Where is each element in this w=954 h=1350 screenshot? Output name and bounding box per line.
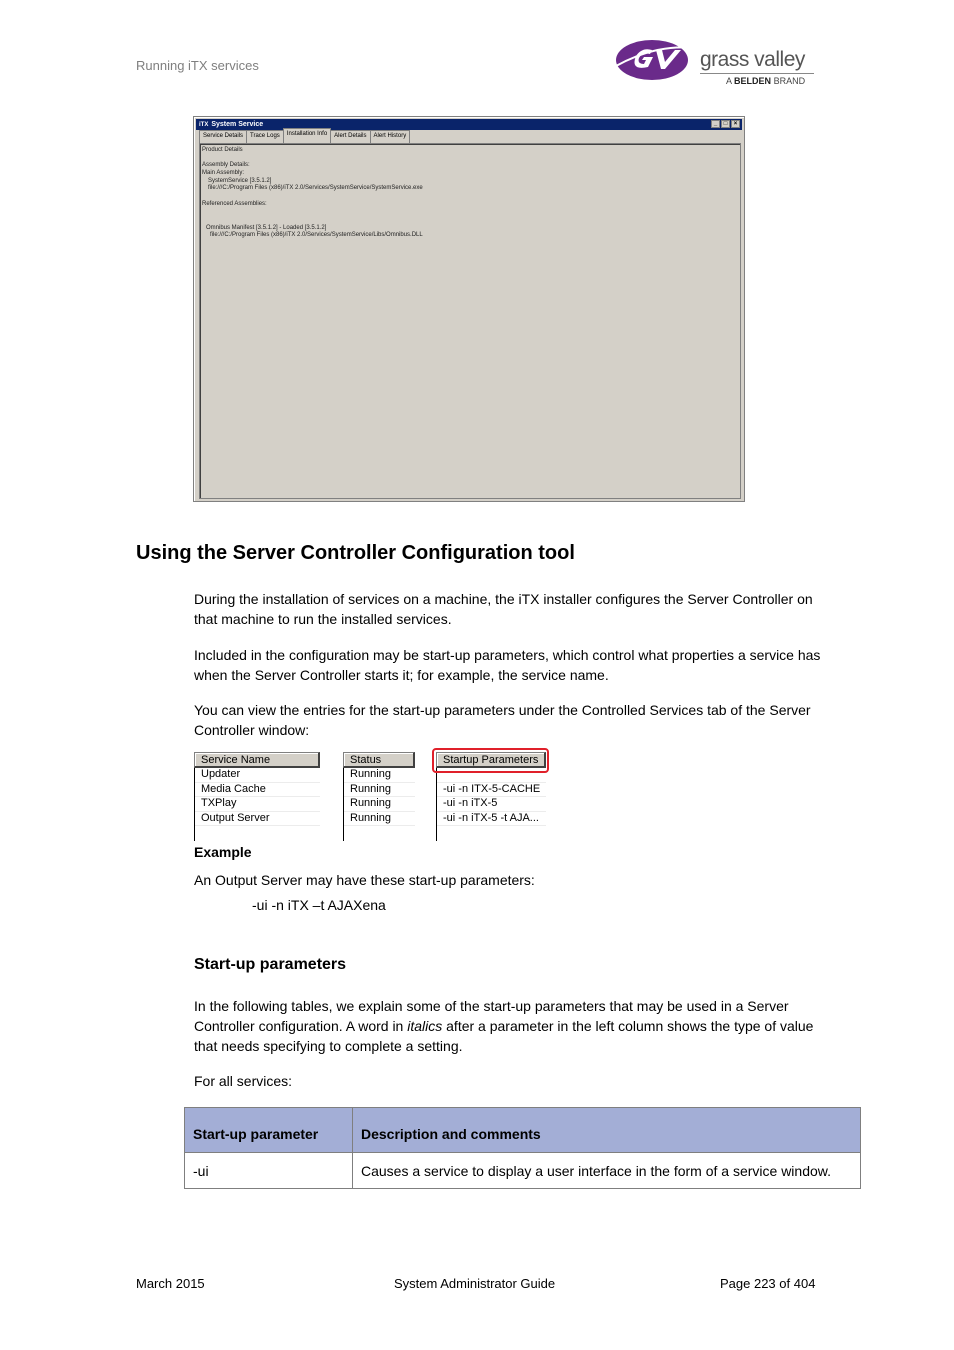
list-item: Running: [344, 768, 415, 783]
table-cell: Causes a service to display a user interface in the form of a service window.: [353, 1153, 861, 1189]
column-header: Description and comments: [353, 1108, 861, 1153]
italic-word: italics: [407, 1018, 443, 1034]
list-item[interactable]: Updater: [195, 768, 320, 783]
list-item: Running: [344, 783, 415, 798]
close-icon[interactable]: ×: [731, 120, 740, 128]
running-header: Running iTX services: [136, 58, 259, 73]
list-item: -ui -n iTX-5: [437, 797, 546, 812]
text-part: after a parameter in the left column shows the type of value that needs specifying to complete a setting.: [194, 1018, 814, 1054]
list-item[interactable]: Media Cache: [195, 783, 320, 798]
parameters-table: [184, 1107, 861, 1189]
column-header-startup-parameters[interactable]: Startup Parameters: [436, 752, 546, 768]
maximize-icon[interactable]: □: [721, 120, 730, 128]
installation-info-panel: [199, 143, 741, 499]
paragraph: During the installation of services on a machine, the iTX installer configures the Server Controller on that machine to run the installed services.: [194, 591, 813, 627]
tab-trace-logs[interactable]: Trace Logs: [246, 130, 284, 143]
column-header: Start-up parameter: [185, 1108, 353, 1153]
window-buttons: [711, 120, 740, 128]
tab-alert-history[interactable]: Alert History: [370, 130, 411, 143]
window-titlebar: [196, 119, 742, 130]
list-item: -ui -n ITX-5-CACHE: [437, 783, 546, 798]
example-code: -ui -n iTX –t AJAXena: [252, 897, 386, 913]
paragraph: You can view the entries for the start-up parameters under the Controlled Services tab of the Server Controller window:: [194, 702, 811, 738]
logo-rule: [700, 73, 814, 74]
gv-logo-icon: [614, 36, 696, 82]
list-item: Running: [344, 797, 415, 812]
highlight-box: [432, 748, 549, 773]
footer-date: March 2015: [136, 1276, 205, 1291]
grass-valley-logo: [614, 36, 819, 92]
paragraph: Included in the configuration may be start-up parameters, which control what properties a service has when the Server Controller starts it; for example, the service name.: [194, 647, 821, 683]
list-item: Running: [344, 812, 415, 827]
logo-sub-b: BRAND: [773, 76, 806, 86]
example-text: An Output Server may have these start-up parameters:: [194, 872, 535, 888]
column-header-status[interactable]: Status: [343, 752, 415, 768]
table-cell: -ui: [185, 1153, 353, 1189]
paragraph: [194, 996, 834, 1056]
example-title: Example: [194, 844, 252, 860]
footer-title: System Administrator Guide: [394, 1276, 556, 1291]
tab-installation-info[interactable]: Installation Info: [283, 128, 331, 141]
footer-page: Page 223 of 404: [720, 1276, 816, 1291]
logo-sub-brand: BELDEN: [734, 76, 772, 86]
panel-line: file:///C:/Program Files (x86)/iTX 2.0/Services/SystemService/SystemService.exe: [208, 185, 423, 191]
status-column: [343, 752, 415, 841]
panel-line: SystemService [3.5.1.2]: [208, 178, 272, 184]
table-row: [185, 1153, 861, 1189]
logo-text: grass valley: [700, 48, 805, 71]
system-service-window: [193, 116, 745, 502]
panel-line: Referenced Assemblies:: [202, 201, 267, 207]
subsection-title: Start-up parameters: [194, 956, 347, 973]
tab-service-details[interactable]: Service Details: [199, 130, 247, 143]
paragraph: For all services:: [194, 1073, 293, 1089]
logo-subtitle: [726, 76, 805, 86]
panel-line: Assembly Details:: [202, 162, 250, 168]
tab-alert-details[interactable]: Alert Details: [330, 130, 370, 143]
panel-line: Omnibus Manifest [3.5.1.2] - Loaded [3.5.1.2]: [206, 225, 327, 231]
minimize-icon[interactable]: _: [711, 120, 720, 128]
text-part: In the following tables, we explain some of the start-up parameters that may be used in a Server Controller configuration. A word in: [194, 998, 789, 1034]
panel-line: Main Assembly:: [202, 170, 245, 176]
column-header-service-name[interactable]: Service Name: [194, 752, 320, 768]
list-item[interactable]: TXPlay: [195, 797, 320, 812]
section-title: Using the Server Controller Configuration tool: [136, 542, 575, 564]
panel-line: file:///C:/Program Files (x86)/iTX 2.0/Services/SystemService/Libs/Omnibus.DLL: [210, 232, 423, 238]
panel-line: Product Details: [202, 147, 243, 153]
window-tabs: [199, 130, 409, 143]
table-header-row: [185, 1108, 861, 1153]
window-title: System Service: [211, 121, 264, 128]
logo-sub-a: A: [726, 76, 732, 86]
list-item[interactable]: Output Server: [195, 812, 320, 827]
app-icon: iTX: [199, 122, 209, 128]
service-name-column: [194, 752, 320, 841]
list-item: -ui -n iTX-5 -t AJA...: [437, 812, 546, 827]
